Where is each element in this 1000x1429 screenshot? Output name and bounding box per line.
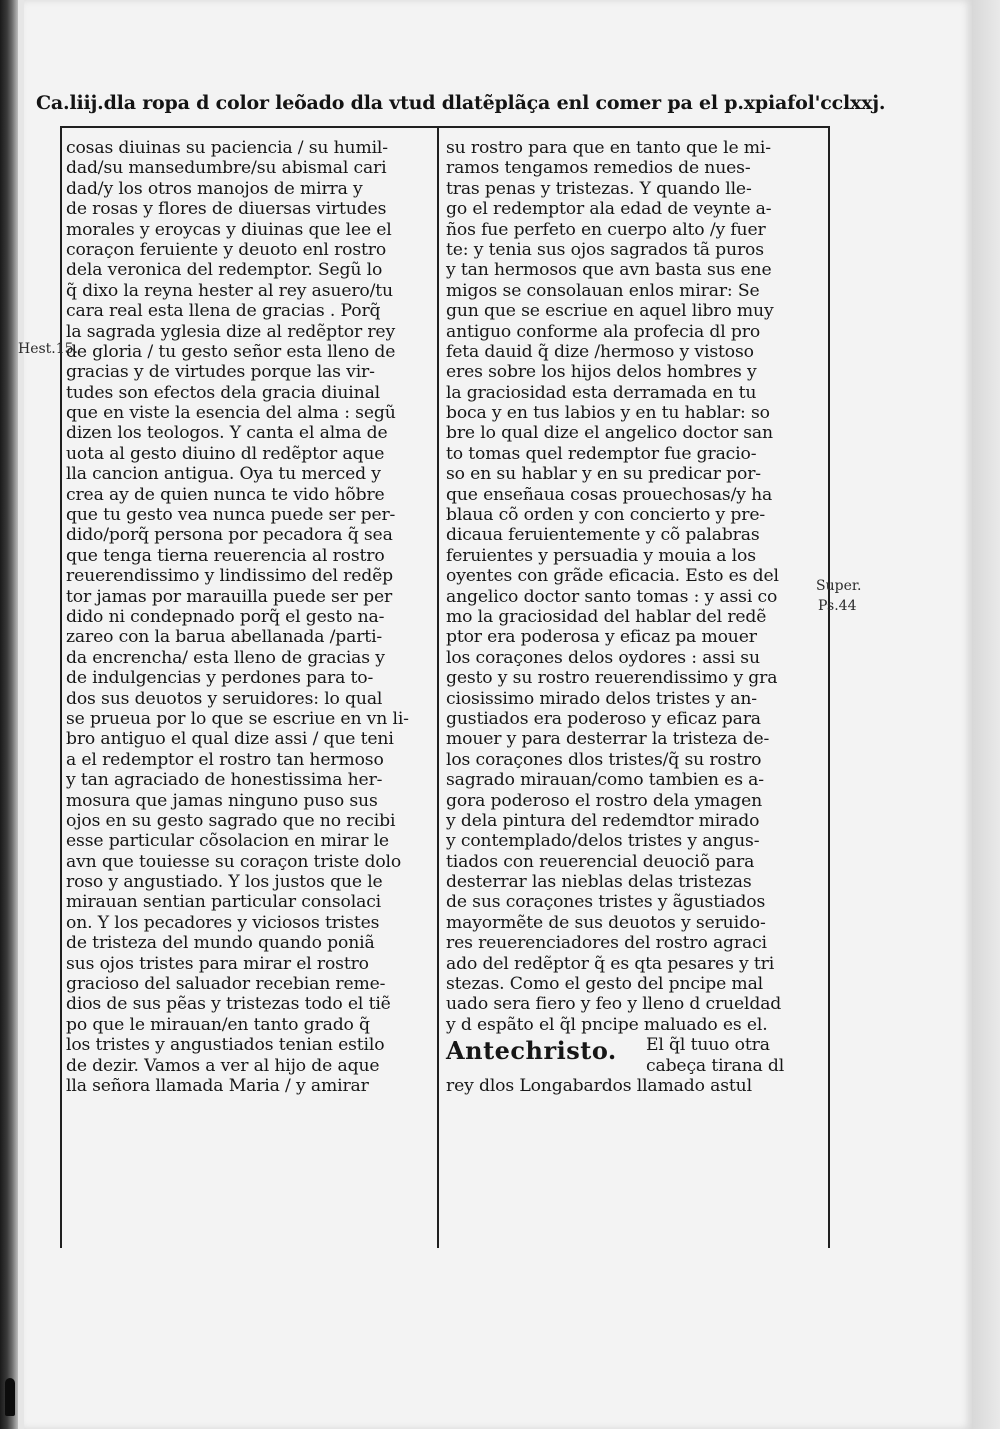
text-line: mirauan sentian particular consolaci: [66, 892, 382, 913]
text-line: que en viste la esencia del alma : segũ: [66, 403, 396, 424]
running-header: [36, 92, 886, 126]
display-word-side-text: [646, 1035, 784, 1076]
text-line: mo la graciosidad del hablar del redẽ: [446, 606, 767, 627]
text-line: mayormẽte de sus deuotos y seruido-: [446, 912, 766, 933]
display-word: Antechristo.: [446, 1036, 617, 1066]
text-line: cosas diuinas su paciencia / su humil-: [66, 138, 388, 158]
text-line: sagrado mirauan/como tambien es a-: [446, 770, 764, 791]
text-line: y tan hermosos que avn basta sus ene: [446, 260, 772, 281]
text-line: boca y en tus labios y en tu hablar: so: [446, 403, 770, 424]
text-column-left: [66, 138, 432, 1096]
text-line: de rosas y flores de diuersas virtudes: [66, 199, 387, 220]
text-line: antiguo conforme ala profecia dl pro: [446, 321, 761, 342]
text-line: a el redemptor el rostro tan hermoso: [66, 749, 384, 770]
text-line: ptor era poderosa y eficaz pa mouer: [446, 627, 757, 648]
text-line: ños fue perfeto en cuerpo alto /y fuer: [446, 219, 766, 240]
margin-note-left: Hest.15.: [18, 341, 79, 357]
text-line: de dezir. Vamos a ver al hijo de aque: [66, 1055, 380, 1076]
text-line: blaua cõ orden y con concierto y pre-: [446, 505, 766, 526]
text-line: El q̃l tuuo otra: [646, 1035, 770, 1056]
text-line: ado del redẽptor q̃ es qta pesares y tri: [446, 953, 775, 974]
text-line: que tenga tierna reuerencia al rostro: [66, 545, 385, 566]
text-line: dido/porq̃ persona por pecadora q̃ sea: [66, 525, 393, 546]
text-line: migos se consolauan enlos mirar: Se: [446, 280, 760, 301]
text-line: dizen los teologos. Y canta el alma de: [66, 423, 388, 444]
text-line: uota al gesto diuino dl redẽptor aque: [66, 443, 385, 464]
folio-number: fol'cclxxj.: [787, 92, 886, 114]
text-line: cabeça tirana dl: [646, 1055, 785, 1076]
text-line: tiados con reuerencial deuociõ para: [446, 851, 755, 872]
text-line: los tristes y angustiados tenian estilo: [66, 1035, 385, 1056]
left-column-rule: [60, 128, 62, 1248]
text-line: po que le mirauan/en tanto grado q̃: [66, 1014, 370, 1035]
header-rule: [60, 126, 830, 128]
book-spine: [0, 0, 18, 1429]
text-line: rey dlos Longabardos llamado astul: [446, 1075, 752, 1096]
text-line: dad/su mansedumbre/su abismal cari: [66, 158, 387, 179]
text-line: ciosissimo mirado delos tristes y an-: [446, 688, 757, 709]
text-line: tras penas y tristezas. Y quando lle-: [446, 178, 752, 199]
text-line: y tan agraciado de honestissima her-: [66, 770, 383, 791]
text-line: da encrencha/ esta lleno de gracias y: [66, 647, 385, 668]
right-column-rule: [828, 128, 830, 1248]
text-line: crea ay de quien nunca te vido hõbre: [66, 484, 385, 505]
text-line: feruientes y persuadia y mouia a los: [446, 545, 756, 566]
text-line: los coraçones delos oydores : assi su: [446, 647, 760, 668]
text-line: esse particular cõsolacion en mirar le: [66, 831, 389, 852]
text-line: la sagrada yglesia dize al redẽptor rey: [66, 321, 396, 342]
margin-note-right-1: Super.: [816, 578, 862, 594]
text-line: avn que touiesse su coraçon triste dolo: [66, 851, 402, 872]
text-line: dido ni condepnado porq̃ el gesto na-: [66, 606, 385, 627]
text-line: cara real esta llena de gracias . Porq̃: [66, 301, 381, 322]
text-line: dios de sus pẽas y tristezas todo el tiẽ: [66, 994, 391, 1015]
text-line: que enseñaua cosas prouechosas/y ha: [446, 484, 773, 505]
text-line: que tu gesto vea nunca puede ser per-: [66, 505, 396, 526]
text-line: lla cancion antigua. Oya tu merced y: [66, 464, 381, 485]
text-line: gora poderoso el rostro dela ymagen: [446, 790, 763, 811]
text-line: se prueua por lo que se escriue en vn li-: [66, 708, 409, 729]
text-line: de sus coraçones tristes y ãgustiados: [446, 892, 766, 913]
text-line: feta dauid q̃ dize /hermoso y vistoso: [446, 341, 754, 362]
text-line: oyentes con grãde eficacia. Esto es del: [446, 566, 779, 587]
text-line: gun que se escriue en aquel libro muy: [446, 301, 774, 322]
text-line: y contemplado/delos tristes y angus-: [446, 831, 760, 852]
text-line: de indulgencias y perdones para to-: [66, 668, 374, 689]
text-line: uado sera fiero y feo y lleno d crueldad: [446, 994, 782, 1015]
text-line: desterrar las nieblas delas tristezas: [446, 872, 752, 893]
text-line: roso y angustiado. Y los justos que le: [66, 872, 383, 893]
text-column-right: [446, 138, 822, 1096]
text-line: la graciosidad esta derramada en tu: [446, 382, 757, 403]
text-line: los coraçones dlos tristes/q̃ su rostro: [446, 749, 762, 770]
text-line: gustiados era poderoso y eficaz para: [446, 708, 761, 729]
text-line: zareo con la barua abellanada /parti-: [66, 627, 383, 648]
text-line: y d espãto el q̃l pncipe maluado es el.: [446, 1014, 768, 1035]
page-right-margin: [972, 0, 1000, 1429]
text-line: gracioso del saluador recebian reme-: [66, 974, 386, 995]
text-line: dos sus deuotos y seruidores: lo qual: [66, 688, 383, 709]
text-line: res reuerenciadores del rostro agraci: [446, 933, 767, 954]
text-line: morales y eroycas y diuinas que lee el: [66, 219, 392, 240]
text-line: mosura que jamas ninguno puso sus: [66, 790, 378, 811]
text-line: dela veronica del redemptor. Segũ lo: [66, 260, 383, 281]
text-line: gesto y su rostro reuerendissimo y gra: [446, 668, 778, 689]
text-line: gracias y de virtudes porque las vir-: [66, 362, 375, 383]
text-line: dad/y los otros manojos de mirra y: [66, 178, 363, 199]
text-line: angelico doctor santo tomas : y assi co: [446, 586, 778, 607]
margin-note-right-2: Ps.44: [818, 598, 857, 614]
text-line: y dela pintura del redemdtor mirado: [446, 810, 760, 831]
text-line: su rostro para que en tanto que le mi-: [446, 138, 771, 158]
text-line: stezas. Como el gesto del pncipe mal: [446, 974, 764, 995]
text-line: go el redemptor ala edad de veynte a-: [446, 199, 772, 220]
text-line: eres sobre los hijos delos hombres y: [446, 362, 757, 383]
antechristo-line: [446, 1035, 822, 1076]
text-line: ramos tengamos remedios de nues-: [446, 158, 751, 179]
text-line: coraçon feruiente y deuoto enl rostro: [66, 239, 387, 260]
text-line: tor jamas por marauilla puede ser per: [66, 586, 393, 607]
running-title: Ca.liij.dla ropa d color leõado dla vtud dlatẽplãça enl comer pa el p.xpia: [36, 92, 788, 114]
text-line: tudes son efectos dela gracia diuinal: [66, 382, 381, 403]
text-line: on. Y los pecadores y viciosos tristes: [66, 912, 380, 933]
text-line: sus ojos tristes para mirar el rostro: [66, 953, 369, 974]
text-line: q̃ dixo la reyna hester al rey asuero/tu: [66, 280, 393, 301]
text-line: bre lo qual dize el angelico doctor san: [446, 423, 773, 444]
text-line: to tomas quel redemptor fue gracio-: [446, 443, 757, 464]
text-line: bro antiguo el qual dize assi / que teni: [66, 729, 394, 750]
text-line: ojos en su gesto sagrado que no recibi: [66, 810, 396, 831]
text-line: lla señora llamada Maria / y amirar: [66, 1075, 369, 1096]
text-line: dicaua feruientemente y cõ palabras: [446, 525, 760, 546]
text-line: so en su hablar y en su predicar por-: [446, 464, 761, 485]
text-line: te: y tenia sus ojos sagrados tã puros: [446, 239, 764, 260]
center-column-rule: [437, 128, 439, 1248]
binding-mark: [5, 1378, 15, 1416]
text-line: reuerendissimo y lindissimo del redẽp: [66, 566, 393, 587]
text-line: de tristeza del mundo quando poniã: [66, 933, 375, 954]
text-line: mouer y para desterrar la tristeza de-: [446, 729, 770, 750]
text-line: de gloria / tu gesto señor esta lleno de: [66, 341, 396, 362]
